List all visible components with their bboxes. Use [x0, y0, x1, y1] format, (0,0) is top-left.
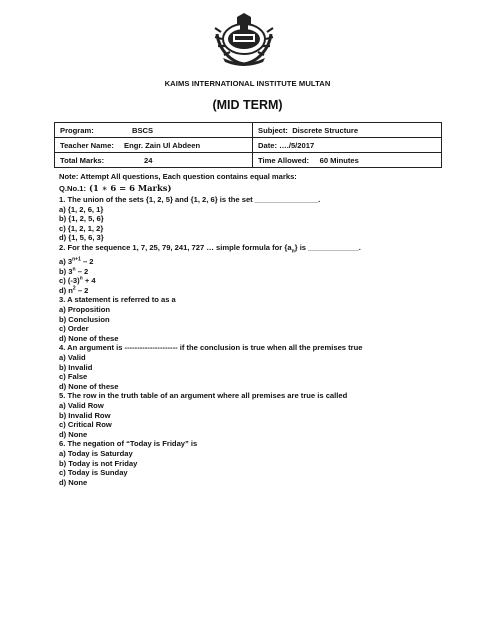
question-2 — [59, 243, 439, 295]
program-value: BSCS — [132, 125, 154, 135]
question-6 — [59, 439, 439, 487]
option: d) {1, 5, 6, 3} — [59, 233, 104, 243]
subject-value: Discrete Structure — [292, 125, 359, 135]
question-text-part: 2. For the sequence 1, 7, 25, 79, 241, 727 … simple formula for {a — [59, 242, 292, 252]
option: b) Invalid — [59, 362, 93, 372]
question-text — [59, 243, 439, 257]
option — [59, 276, 439, 286]
program-label: Program: — [60, 125, 94, 135]
option: a) Valid — [59, 353, 86, 363]
option-exponent: 2 — [72, 285, 76, 292]
question-number: Q.No.1: — [59, 184, 87, 193]
question-1 — [59, 195, 439, 243]
question-4 — [59, 343, 439, 391]
option: d) None — [59, 477, 88, 487]
question-text: 4. An argument is --------------------- if the conclusion is true when all the premises true — [59, 343, 363, 353]
option: c) False — [59, 372, 88, 382]
question-text: 3. A statement is referred to as a — [59, 295, 176, 305]
option-base: d) n — [59, 285, 73, 295]
option-rest: – 2 — [80, 257, 94, 267]
option-rest: – 2 — [75, 285, 89, 295]
question-5 — [59, 391, 439, 439]
option-base: a) 3 — [59, 257, 73, 267]
option-exponent: n — [72, 266, 76, 273]
question-marks: (1 ∗ 6 = 6 Marks) — [89, 183, 172, 193]
subject-label: Subject: — [258, 125, 288, 135]
option-base: b) 3 — [59, 266, 73, 276]
question-text: 6. The negation of “Today is Friday” is — [59, 439, 198, 449]
option: b) Conclusion — [59, 314, 110, 324]
marks-value: 24 — [144, 155, 153, 165]
institute-logo — [209, 12, 279, 68]
question-text: 5. The row in the truth table of an argument where all premises are true is called — [59, 391, 348, 401]
option — [59, 286, 439, 296]
date-value: …./5/2017 — [279, 140, 315, 150]
info-row-teacher — [55, 138, 442, 153]
exam-info-table — [54, 122, 442, 168]
option: d) None of these — [59, 333, 119, 343]
question-content — [59, 172, 439, 487]
option-rest: – 2 — [75, 266, 89, 276]
time-label: Time Allowed: — [258, 155, 310, 165]
option: d) None — [59, 429, 88, 439]
option: c) {1, 2, 1, 2} — [59, 223, 104, 233]
option-rest: + 4 — [82, 276, 96, 286]
option: b) {1, 2, 5, 6} — [59, 214, 104, 224]
institute-name: KAIMS INTERNATIONAL INSTITUTE MULTAN — [164, 79, 331, 88]
option — [59, 267, 439, 277]
teacher-label: Teacher Name: — [60, 140, 114, 150]
option: c) Today is Sunday — [59, 468, 128, 478]
option-exponent: n+1 — [72, 256, 81, 263]
option: a) {1, 2, 6, 1} — [59, 204, 104, 214]
option: a) Today is Saturday — [59, 448, 133, 458]
info-row-marks — [55, 153, 442, 168]
option-base: c) (-3) — [59, 276, 80, 286]
option: b) Today is not Friday — [59, 458, 138, 468]
marks-label: Total Marks: — [60, 155, 105, 165]
option: d) None of these — [59, 381, 119, 391]
question-text: 1. The union of the sets {1, 2, 5} and {1, 2, 6} is the set _______________. — [59, 195, 321, 204]
option: c) Order — [59, 324, 89, 334]
time-value: 60 Minutes — [319, 155, 359, 165]
date-label: Date: — [258, 140, 277, 150]
info-row-program — [55, 123, 442, 138]
instructions-note: Note: Attempt All questions, Each question contains equal marks: — [59, 172, 297, 181]
option: b) Invalid Row — [59, 410, 111, 420]
option: a) Proposition — [59, 305, 111, 315]
option: a) Valid Row — [59, 400, 104, 410]
question-3 — [59, 295, 439, 343]
option — [59, 257, 439, 267]
question-text-part: } is ____________. — [294, 242, 361, 252]
subscript: n — [291, 248, 295, 255]
option-exponent: n — [79, 275, 83, 282]
question-heading — [59, 182, 439, 195]
teacher-value: Engr. Zain Ul Abdeen — [124, 140, 201, 150]
option: c) Critical Row — [59, 420, 112, 430]
exam-title: (MID TERM) — [212, 98, 283, 112]
